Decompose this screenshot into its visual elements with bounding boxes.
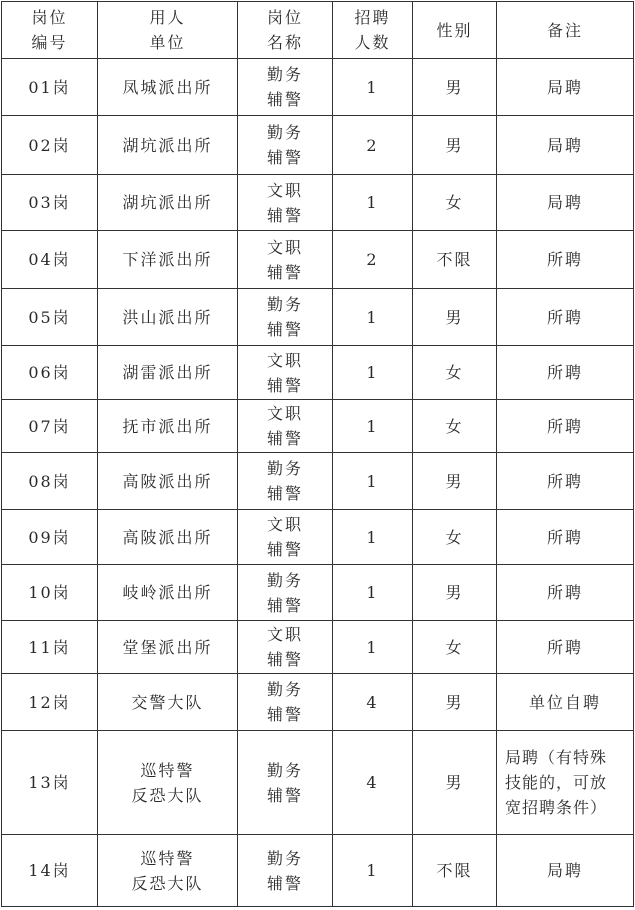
- cell-recruit-count: 1: [333, 621, 413, 674]
- cell-recruit-count: 1: [333, 289, 413, 346]
- cell-remarks: 局聘: [497, 175, 634, 231]
- cell-employer-unit: 凤城派出所: [98, 59, 238, 116]
- cell-gender: 不限: [413, 835, 497, 907]
- cell-gender: 女: [413, 400, 497, 453]
- table-row: [2, 835, 634, 907]
- cell-remarks: 局聘（有特殊 技能的，可放 宽招聘条件）: [497, 731, 634, 835]
- cell-post-name: 文职 辅警: [238, 400, 333, 453]
- cell-employer-unit: 巡特警 反恐大队: [98, 731, 238, 835]
- header-employer-unit: 用人 单位: [98, 2, 238, 59]
- cell-remarks: 所聘: [497, 565, 634, 621]
- table-row: [2, 400, 634, 453]
- header-remarks: 备注: [497, 2, 634, 59]
- cell-gender: 女: [413, 621, 497, 674]
- cell-remarks: 所聘: [497, 510, 634, 565]
- cell-recruit-count: 1: [333, 59, 413, 116]
- cell-post-name: 文职 辅警: [238, 621, 333, 674]
- cell-remarks: 单位自聘: [497, 674, 634, 731]
- header-post-name: 岗位 名称: [238, 2, 333, 59]
- cell-gender: 不限: [413, 231, 497, 289]
- table-row: [2, 674, 634, 731]
- cell-remarks: 所聘: [497, 453, 634, 510]
- cell-gender: 男: [413, 674, 497, 731]
- cell-recruit-count: 4: [333, 674, 413, 731]
- cell-post-name: 文职 辅警: [238, 510, 333, 565]
- cell-post-number: 06岗: [2, 346, 98, 400]
- cell-post-name: 文职 辅警: [238, 175, 333, 231]
- table-row: [2, 175, 634, 231]
- cell-gender: 男: [413, 289, 497, 346]
- cell-recruit-count: 1: [333, 400, 413, 453]
- cell-post-name: 文职 辅警: [238, 231, 333, 289]
- cell-employer-unit: 高陂派出所: [98, 453, 238, 510]
- cell-employer-unit: 抚市派出所: [98, 400, 238, 453]
- header-post-number: 岗位 编号: [2, 2, 98, 59]
- cell-remarks: 所聘: [497, 289, 634, 346]
- cell-post-name: 勤务 辅警: [238, 59, 333, 116]
- cell-post-name: 勤务 辅警: [238, 835, 333, 907]
- cell-remarks: 局聘: [497, 116, 634, 175]
- cell-post-number: 07岗: [2, 400, 98, 453]
- cell-post-number: 13岗: [2, 731, 98, 835]
- recruitment-table: [1, 1, 634, 907]
- header-row: [2, 2, 634, 59]
- cell-post-number: 11岗: [2, 621, 98, 674]
- cell-recruit-count: 4: [333, 731, 413, 835]
- cell-gender: 男: [413, 731, 497, 835]
- cell-remarks: 局聘: [497, 835, 634, 907]
- table-row: [2, 621, 634, 674]
- cell-post-name: 文职 辅警: [238, 346, 333, 400]
- cell-post-number: 10岗: [2, 565, 98, 621]
- cell-recruit-count: 2: [333, 116, 413, 175]
- cell-recruit-count: 1: [333, 453, 413, 510]
- cell-post-name: 勤务 辅警: [238, 565, 333, 621]
- table-row: [2, 346, 634, 400]
- cell-recruit-count: 1: [333, 175, 413, 231]
- cell-remarks: 所聘: [497, 621, 634, 674]
- table-row: [2, 231, 634, 289]
- table-row: [2, 510, 634, 565]
- table-row: [2, 116, 634, 175]
- cell-post-name: 勤务 辅警: [238, 674, 333, 731]
- cell-gender: 女: [413, 346, 497, 400]
- cell-post-name: 勤务 辅警: [238, 289, 333, 346]
- cell-post-number: 09岗: [2, 510, 98, 565]
- cell-post-number: 12岗: [2, 674, 98, 731]
- cell-employer-unit: 洪山派出所: [98, 289, 238, 346]
- cell-recruit-count: 1: [333, 565, 413, 621]
- cell-gender: 男: [413, 453, 497, 510]
- cell-post-number: 04岗: [2, 231, 98, 289]
- table-row: [2, 731, 634, 835]
- cell-employer-unit: 巡特警 反恐大队: [98, 835, 238, 907]
- cell-recruit-count: 1: [333, 510, 413, 565]
- table-row: [2, 59, 634, 116]
- cell-post-name: 勤务 辅警: [238, 731, 333, 835]
- cell-recruit-count: 2: [333, 231, 413, 289]
- cell-employer-unit: 湖坑派出所: [98, 116, 238, 175]
- cell-remarks: 局聘: [497, 59, 634, 116]
- cell-post-name: 勤务 辅警: [238, 116, 333, 175]
- table-row: [2, 565, 634, 621]
- cell-post-number: 01岗: [2, 59, 98, 116]
- table-row: [2, 453, 634, 510]
- cell-gender: 男: [413, 59, 497, 116]
- cell-post-number: 05岗: [2, 289, 98, 346]
- cell-gender: 女: [413, 510, 497, 565]
- cell-remarks: 所聘: [497, 231, 634, 289]
- cell-gender: 男: [413, 565, 497, 621]
- header-recruit-count: 招聘 人数: [333, 2, 413, 59]
- cell-post-number: 08岗: [2, 453, 98, 510]
- cell-employer-unit: 湖坑派出所: [98, 175, 238, 231]
- cell-employer-unit: 堂堡派出所: [98, 621, 238, 674]
- header-gender: 性别: [413, 2, 497, 59]
- cell-employer-unit: 交警大队: [98, 674, 238, 731]
- cell-employer-unit: 下洋派出所: [98, 231, 238, 289]
- cell-employer-unit: 湖雷派出所: [98, 346, 238, 400]
- cell-remarks: 所聘: [497, 346, 634, 400]
- cell-employer-unit: 岐岭派出所: [98, 565, 238, 621]
- cell-recruit-count: 1: [333, 346, 413, 400]
- cell-post-number: 03岗: [2, 175, 98, 231]
- cell-recruit-count: 1: [333, 835, 413, 907]
- cell-gender: 男: [413, 116, 497, 175]
- cell-employer-unit: 高陂派出所: [98, 510, 238, 565]
- cell-remarks: 所聘: [497, 400, 634, 453]
- table-row: [2, 289, 634, 346]
- cell-post-number: 14岗: [2, 835, 98, 907]
- cell-post-number: 02岗: [2, 116, 98, 175]
- cell-post-name: 勤务 辅警: [238, 453, 333, 510]
- cell-gender: 女: [413, 175, 497, 231]
